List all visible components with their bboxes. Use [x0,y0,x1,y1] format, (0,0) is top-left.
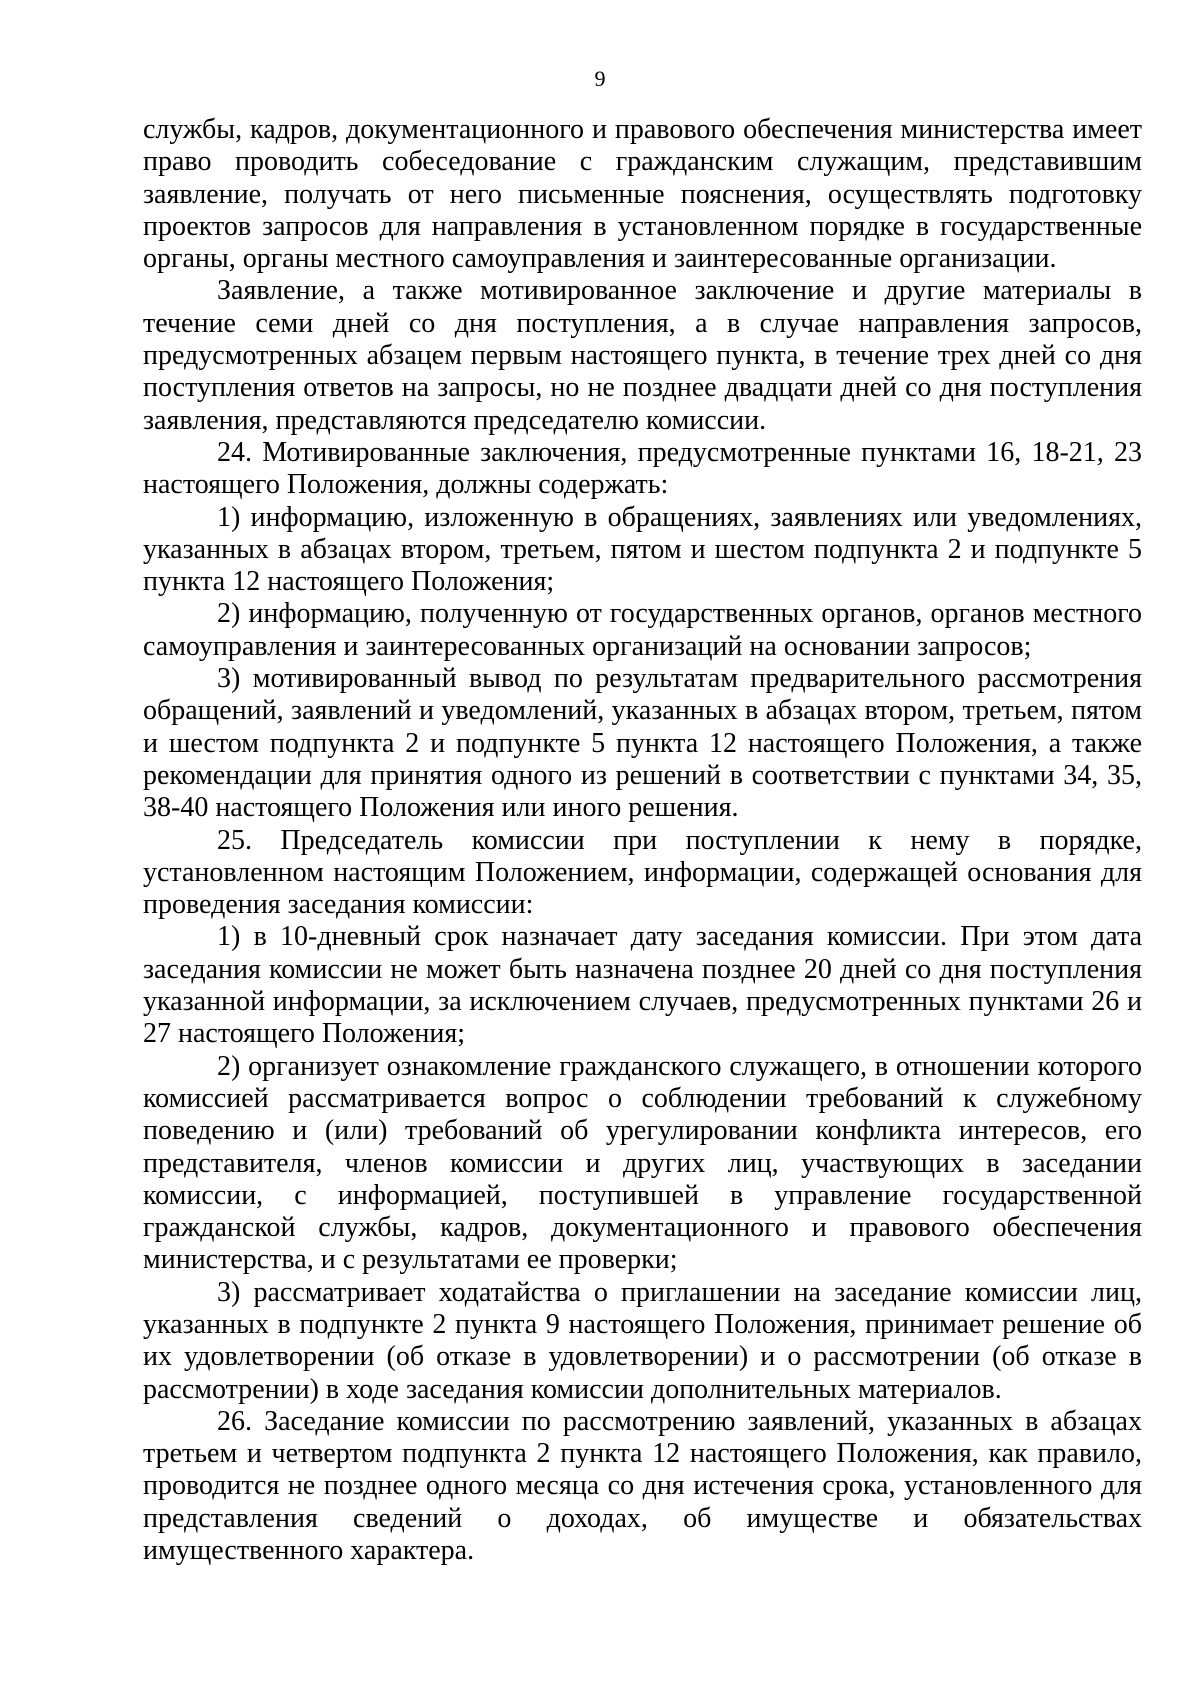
paragraph-item-24-subitem-2: 2) информацию, полученную от государственных органов, органов местного самоуправления и заинтересованных организаций на основании запросов; [143,598,1142,662]
paragraph-continuation: службы, кадров, документационного и правового обеспечения министерства имеет право проводить собеседование с гражданским служащим, представившим заявление, получать от него письменные пояснения, осуществлять подготовку проектов запросов для направления в установленном порядке в государственные органы, органы местного самоуправления и заинтересованные организации. [143,114,1142,275]
paragraph-item-25-subitem-2: 2) организует ознакомление гражданского служащего, в отношении которого комиссией рассматривается вопрос о соблюдении требований к служебному поведению и (или) требований об урегулировании конфликта интересов, его представителя, членов комиссии и других лиц, участвующих в заседании комиссии, с информацией, поступившей в управление государственной гражданской службы, кадров, документационного и правового обеспечения министерства, и с результатами ее проверки; [143,1050,1142,1276]
paragraph-application-materials: Заявление, а также мотивированное заключение и другие материалы в течение семи дней со дня поступления, а в случае направления запросов, предусмотренных абзацем первым настоящего пункта, в течение трех дней со дня поступления ответов на запросы, но не позднее двадцати дней со дня поступления заявления, представляются председателю комиссии. [143,275,1142,436]
paragraph-item-26: 26. Заседание комиссии по рассмотрению заявлений, указанных в абзацах третьем и четвертом подпункта 2 пункта 12 настоящего Положения, как правило, проводится не позднее одного месяца со дня истечения срока, установленного для представления сведений о доходах, об имуществе и обязательствах имущественного характера. [143,1405,1142,1567]
paragraph-item-25: 25. Председатель комиссии при поступлении к нему в порядке, установленном настоящим Положением, информации, содержащей основания для проведения заседания комиссии: [143,824,1142,921]
paragraph-item-25-subitem-3: 3) рассматривает ходатайства о приглашении на заседание комиссии лиц, указанных в подпункте 2 пункта 9 настоящего Положения, принимает решение об их удовлетворении (об отказе в удовлетворении) и о рассмотрении (об отказе в рассмотрении) в ходе заседания комиссии дополнительных материалов. [143,1276,1142,1405]
paragraph-item-25-subitem-1: 1) в 10-дневный срок назначает дату заседания комиссии. При этом дата заседания комиссии не может быть назначена позднее 20 дней со дня поступления указанной информации, за исключением случаев, предусмотренных пунктами 26 и 27 настоящего Положения; [143,921,1142,1050]
paragraph-item-24-subitem-1: 1) информацию, изложенную в обращениях, заявлениях или уведомлениях, указанных в абзацах втором, третьем, пятом и шестом подпункта 2 и подпункте 5 пункта 12 настоящего Положения; [143,501,1142,598]
paragraph-item-24-subitem-3: 3) мотивированный вывод по результатам предварительного рассмотрения обращений, заявлений и уведомлений, указанных в абзацах втором, третьем, пятом и шестом подпункта 2 и подпункте 5 пункта 12 настоящего Положения, а также рекомендации для принятия одного из решений в соответствии с пунктами 34, 35, 38-40 настоящего Положения или иного решения. [143,663,1142,824]
page-number: 9 [594,66,606,91]
paragraph-item-24: 24. Мотивированные заключения, предусмотренные пунктами 16, 18-21, 23 настоящего Положения, должны содержать: [143,436,1142,501]
document-body [143,114,1142,1567]
